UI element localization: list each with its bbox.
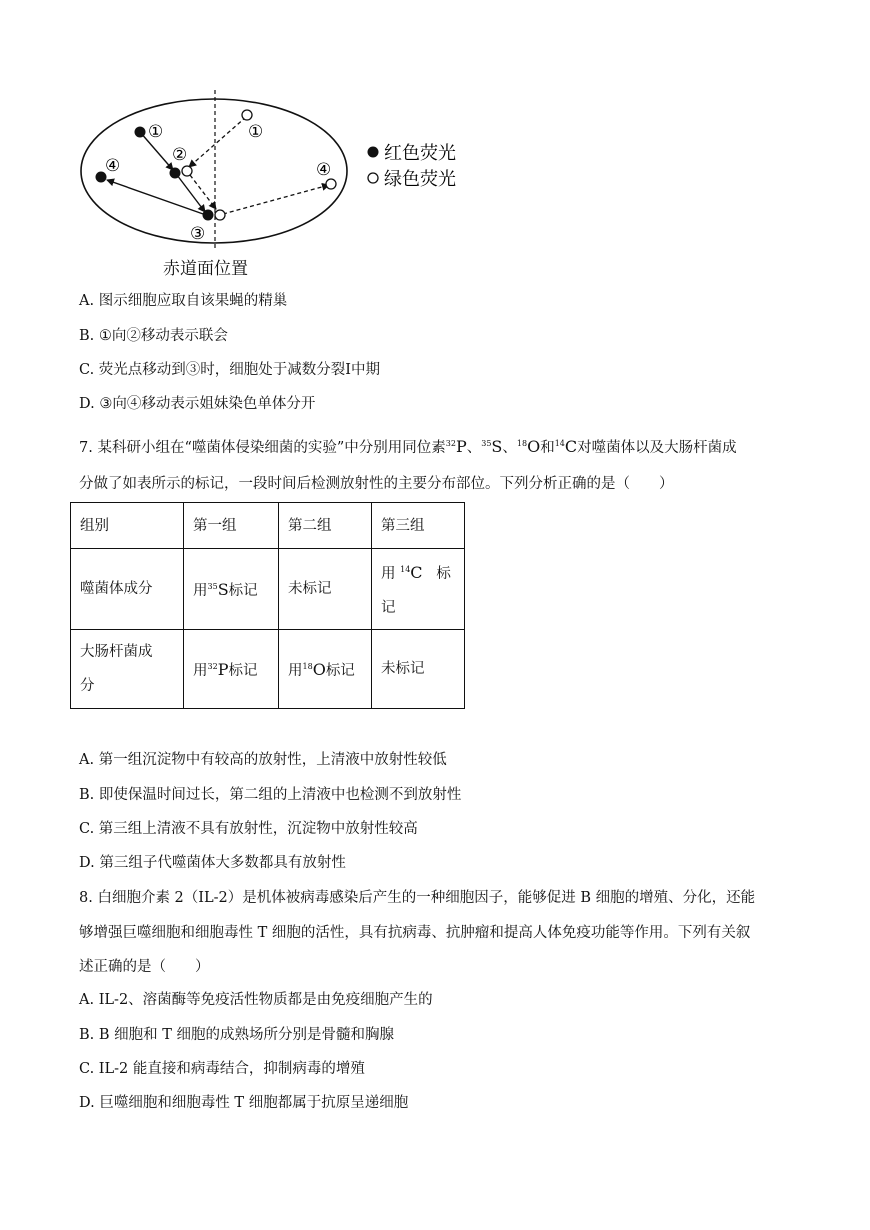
q6-option-c[interactable]: C. 荧光点移动到③时，细胞处于减数分裂I中期 xyxy=(79,362,381,378)
q6-option-a[interactable]: A. 图示细胞应取自该果蝇的精巢 xyxy=(79,293,288,309)
red-point-1 xyxy=(135,127,146,138)
q8-stem-line2: 够增强巨噬细胞和细胞毒性 T 细胞的活性，具有抗病毒、抗肿瘤和提高人体免疫功能等作用。下列有关叙 xyxy=(79,925,751,941)
label-green-4: ④ xyxy=(316,160,332,180)
arrow-green-2-to-3 xyxy=(190,175,216,209)
q7-option-a[interactable]: A. 第一组沉淀物中有较高的放射性，上清液中放射性较低 xyxy=(79,752,447,768)
q7-option-d[interactable]: D. 第三组子代噬菌体大多数都具有放射性 xyxy=(79,855,346,871)
fluorescence-diagram xyxy=(76,90,496,285)
label-red-1: ① xyxy=(148,122,164,142)
table-cell: 用$^{32}$P标记 xyxy=(184,630,279,709)
q8-stem-line1: 8. 白细胞介素 2（IL-2）是机体被病毒感染后产生的一种细胞因子，能够促进 B 细胞的增殖、分化，还能 xyxy=(79,890,756,906)
row-label: 噬菌体成分 xyxy=(71,549,184,630)
header-cell: 第二组 xyxy=(279,503,372,549)
table-cell: 未标记 xyxy=(372,630,465,709)
green-point-3 xyxy=(215,210,225,220)
q7-option-c[interactable]: C. 第三组上清液不具有放射性，沉淀物中放射性较高 xyxy=(79,821,418,837)
q6-option-d[interactable]: D. ③向④移动表示姐妹染色单体分开 xyxy=(79,396,316,412)
cell-line: 记 xyxy=(381,600,396,616)
label-green-1: ① xyxy=(248,122,264,142)
figure-caption: 赤道面位置 xyxy=(163,259,248,279)
q8-option-b[interactable]: B. B 细胞和 T 细胞的成熟场所分别是骨髓和胸腺 xyxy=(79,1027,395,1043)
arrow-green-1-to-2 xyxy=(189,117,246,167)
arrow-green-3-to-4 xyxy=(223,185,329,214)
q7-option-b[interactable]: B. 即使保温时间过长，第二组的上清液中也检测不到放射性 xyxy=(79,787,462,803)
table-cell: 用$^{35}$S标记 xyxy=(184,549,279,630)
q7-stem-line2: 分做了如表所示的标记，一段时间后检测放射性的主要分布部位。下列分析正确的是（ ） xyxy=(79,476,674,492)
q8-option-d[interactable]: D. 巨噬细胞和细胞毒性 T 细胞都属于抗原呈递细胞 xyxy=(79,1095,409,1111)
table-cell: 用$^{18}$O标记 xyxy=(279,630,372,709)
row-label: 大肠杆菌成 分 xyxy=(71,630,184,709)
label-red-4: ④ xyxy=(105,156,121,176)
red-point-2 xyxy=(170,168,181,179)
table-row xyxy=(71,630,465,709)
green-point-1 xyxy=(242,110,252,120)
q8-stem-line3: 述正确的是（ ） xyxy=(79,959,210,975)
q6-option-b[interactable]: B. ①向②移动表示联会 xyxy=(79,328,228,344)
legend-green-dot xyxy=(368,173,378,183)
label-red-2: ② xyxy=(172,145,188,165)
labeling-table xyxy=(70,502,465,709)
legend-red-label: 红色荧光 xyxy=(384,143,456,164)
legend-red-dot xyxy=(368,147,379,158)
q8-option-a[interactable]: A. IL-2、溶菌酶等免疫活性物质都是由免疫细胞产生的 xyxy=(79,992,433,1008)
green-point-2 xyxy=(182,166,192,176)
table-row xyxy=(71,549,465,630)
red-point-3 xyxy=(203,210,214,221)
q8-option-c[interactable]: C. IL-2 能直接和病毒结合，抑制病毒的增殖 xyxy=(79,1061,365,1077)
table-header-row xyxy=(71,503,465,549)
header-cell: 第三组 xyxy=(372,503,465,549)
cell-outline xyxy=(81,99,347,243)
green-point-4 xyxy=(326,179,336,189)
cell-line: 用 $^{14}$C 标 xyxy=(381,563,451,582)
table-cell xyxy=(372,549,465,630)
table-cell: 未标记 xyxy=(279,549,372,630)
q7-stem-line1: 7. 某科研小组在“噬菌体侵染细菌的实验”中分别用同位素$^{32}$P、$^{35}$S、$^{18}$O和$^{14}$C对噬菌体以及大肠杆菌成 xyxy=(79,437,737,456)
arrow-red-3-to-4 xyxy=(107,180,206,215)
header-cell: 组别 xyxy=(71,503,184,549)
legend-green-label: 绿色荧光 xyxy=(384,169,456,190)
label-red-3: ③ xyxy=(190,224,206,244)
header-cell: 第一组 xyxy=(184,503,279,549)
